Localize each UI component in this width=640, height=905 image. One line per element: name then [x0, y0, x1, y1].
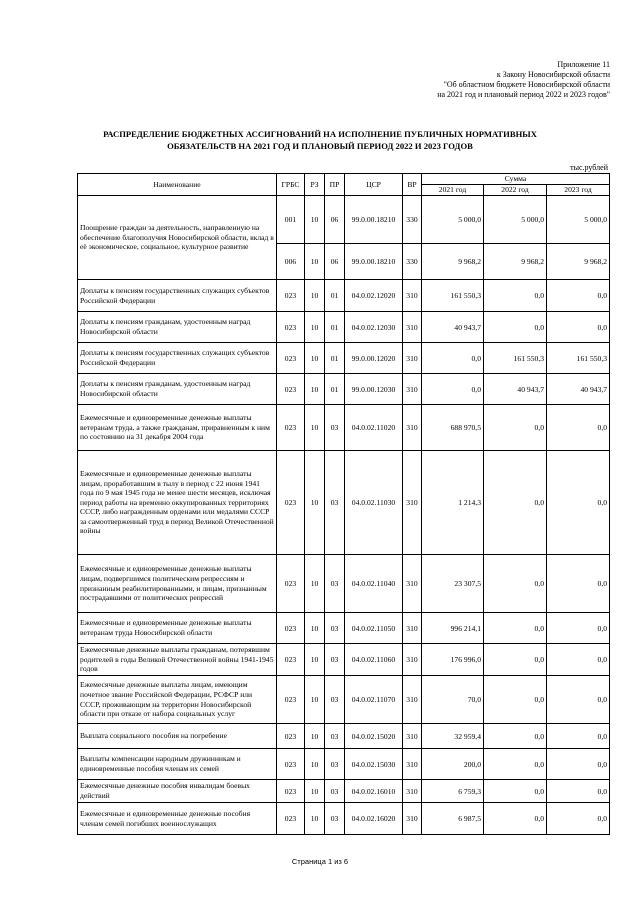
- cell-csr: 04.0.02.15030: [345, 749, 403, 780]
- header-2021: 2021 год: [422, 185, 484, 196]
- cell-csr: 99.0.00.12030: [345, 374, 403, 405]
- cell-2023: 0,0: [547, 451, 610, 555]
- cell-2021: 0,0: [422, 343, 484, 374]
- cell-pr: 03: [325, 613, 345, 644]
- title-line: ОБЯЗАТЕЛЬСТВ НА 2021 ГОД И ПЛАНОВЫЙ ПЕРИОД 2022 И 2023 ГОДОВ: [167, 141, 473, 151]
- row-name: Ежемесячные денежные выплаты лицам, имеющим почетное звание Российской Федерации, РСФСР или СССР, проживающим на территории Новосибирской области при отказе от набора социальных услуг: [78, 676, 277, 724]
- cell-2022: 40 943,7: [484, 374, 547, 405]
- appendix-line: к Закону Новосибирской области: [496, 70, 610, 79]
- cell-vr: 310: [403, 644, 422, 676]
- cell-pr: 03: [325, 780, 345, 803]
- cell-2023: 0,0: [547, 676, 610, 724]
- cell-vr: 310: [403, 749, 422, 780]
- cell-rz: 10: [305, 803, 325, 835]
- cell-2021: 5 000,0: [422, 196, 484, 244]
- row-name: Ежемесячные и единовременные денежные выплаты ветеранам труда, а также гражданам, приравненным к ним по состоянию на 31 декабря 2004 года: [78, 405, 277, 451]
- cell-2023: 5 000,0: [547, 196, 610, 244]
- table-row: [78, 312, 610, 343]
- cell-2023: 9 968,2: [547, 244, 610, 280]
- cell-pr: 06: [325, 244, 345, 280]
- cell-vr: 310: [403, 780, 422, 803]
- cell-2023: 0,0: [547, 803, 610, 835]
- cell-rz: 10: [305, 644, 325, 676]
- cell-csr: 04.0.02.11030: [345, 451, 403, 555]
- cell-2021: 0,0: [422, 374, 484, 405]
- row-name: Ежемесячные денежные выплаты гражданам, потерявшим родителей в годы Великой Отечественной войны 1941-1945 годов: [78, 644, 277, 676]
- table-body: [78, 196, 610, 835]
- cell-grbs: 023: [277, 613, 305, 644]
- cell-vr: 310: [403, 724, 422, 749]
- header-grbs: ГРБС: [277, 174, 305, 196]
- cell-2023: 40 943,7: [547, 374, 610, 405]
- appendix-block: [437, 60, 610, 100]
- header-rz: РЗ: [305, 174, 325, 196]
- cell-grbs: 023: [277, 280, 305, 312]
- cell-rz: 10: [305, 374, 325, 405]
- cell-grbs: 023: [277, 676, 305, 724]
- row-name: Доплаты к пенсиям гражданам, удостоенным наград Новосибирской области: [78, 312, 277, 343]
- cell-rz: 10: [305, 451, 325, 555]
- cell-vr: 310: [403, 451, 422, 555]
- cell-vr: 310: [403, 405, 422, 451]
- cell-2021: 176 996,0: [422, 644, 484, 676]
- cell-2022: 161 550,3: [484, 343, 547, 374]
- cell-rz: 10: [305, 780, 325, 803]
- cell-rz: 10: [305, 244, 325, 280]
- table-row: [78, 724, 610, 749]
- cell-2022: 0,0: [484, 451, 547, 555]
- cell-rz: 10: [305, 280, 325, 312]
- cell-2022: 0,0: [484, 724, 547, 749]
- cell-csr: 04.0.02.11020: [345, 405, 403, 451]
- cell-2022: 0,0: [484, 644, 547, 676]
- table-row: [78, 676, 610, 724]
- table-row: [78, 644, 610, 676]
- row-name: Ежемесячные денежные пособия инвалидам боевых действий: [78, 780, 277, 803]
- cell-pr: 03: [325, 749, 345, 780]
- header-sum: Сумма: [422, 174, 610, 185]
- cell-pr: 03: [325, 451, 345, 555]
- row-name: Доплаты к пенсиям гражданам, удостоенным наград Новосибирской области: [78, 374, 277, 405]
- cell-csr: 04.0.02.11060: [345, 644, 403, 676]
- cell-grbs: 023: [277, 312, 305, 343]
- header-vr: ВР: [403, 174, 422, 196]
- cell-vr: 310: [403, 312, 422, 343]
- table-row: [78, 196, 610, 244]
- cell-2021: 70,0: [422, 676, 484, 724]
- cell-vr: 310: [403, 280, 422, 312]
- cell-2023: 0,0: [547, 312, 610, 343]
- cell-csr: 04.0.02.12020: [345, 280, 403, 312]
- header-pr: ПР: [325, 174, 345, 196]
- header-2022: 2022 год: [484, 185, 547, 196]
- cell-rz: 10: [305, 343, 325, 374]
- units-label: тыс.рублей: [570, 163, 608, 172]
- cell-2023: 0,0: [547, 405, 610, 451]
- cell-grbs: 023: [277, 343, 305, 374]
- cell-pr: 01: [325, 374, 345, 405]
- cell-rz: 10: [305, 724, 325, 749]
- cell-csr: 04.0.02.15020: [345, 724, 403, 749]
- cell-2023: 0,0: [547, 749, 610, 780]
- cell-rz: 10: [305, 613, 325, 644]
- cell-2021: 6 987,5: [422, 803, 484, 835]
- cell-2022: 0,0: [484, 803, 547, 835]
- cell-2022: 0,0: [484, 780, 547, 803]
- cell-csr: 99.0.00.18210: [345, 196, 403, 244]
- cell-2023: 0,0: [547, 280, 610, 312]
- table-row: [78, 555, 610, 613]
- cell-pr: 03: [325, 724, 345, 749]
- row-name: Выплаты компенсации народным дружинникам и единовременные пособия членам их семей: [78, 749, 277, 780]
- table-row: [78, 405, 610, 451]
- row-name: Ежемесячные и единовременные денежные выплаты ветеранам труда Новосибирской области: [78, 613, 277, 644]
- cell-pr: 03: [325, 676, 345, 724]
- cell-pr: 06: [325, 196, 345, 244]
- cell-vr: 310: [403, 343, 422, 374]
- table-row: [78, 343, 610, 374]
- cell-grbs: 023: [277, 644, 305, 676]
- table-header: [78, 174, 610, 196]
- appendix-line: "Об областном бюджете Новосибирской области: [443, 80, 610, 89]
- cell-2022: 0,0: [484, 405, 547, 451]
- cell-2022: 0,0: [484, 749, 547, 780]
- cell-2023: 0,0: [547, 613, 610, 644]
- cell-2021: 9 968,2: [422, 244, 484, 280]
- cell-rz: 10: [305, 405, 325, 451]
- cell-vr: 330: [403, 244, 422, 280]
- cell-pr: 01: [325, 280, 345, 312]
- table-row: [78, 374, 610, 405]
- cell-2022: 0,0: [484, 280, 547, 312]
- cell-pr: 03: [325, 555, 345, 613]
- cell-rz: 10: [305, 749, 325, 780]
- cell-grbs: 006: [277, 244, 305, 280]
- row-name: Доплаты к пенсиям государственных служащих субъектов Российской Федерации: [78, 343, 277, 374]
- header-2023: 2023 год: [547, 185, 610, 196]
- cell-csr: 04.0.02.12030: [345, 312, 403, 343]
- cell-vr: 310: [403, 374, 422, 405]
- cell-rz: 10: [305, 196, 325, 244]
- cell-rz: 10: [305, 312, 325, 343]
- cell-2021: 161 550,3: [422, 280, 484, 312]
- header-csr: ЦСР: [345, 174, 403, 196]
- cell-pr: 03: [325, 803, 345, 835]
- cell-csr: 04.0.02.16010: [345, 780, 403, 803]
- cell-vr: 310: [403, 803, 422, 835]
- cell-rz: 10: [305, 676, 325, 724]
- cell-2022: 0,0: [484, 555, 547, 613]
- cell-grbs: 023: [277, 780, 305, 803]
- cell-2021: 32 959,4: [422, 724, 484, 749]
- cell-vr: 330: [403, 196, 422, 244]
- row-name: Ежемесячные и единовременные денежные пособия членам семей погибших военнослужащих: [78, 803, 277, 835]
- cell-csr: 04.0.02.16020: [345, 803, 403, 835]
- table-row: [78, 780, 610, 803]
- cell-rz: 10: [305, 555, 325, 613]
- table-row: [78, 280, 610, 312]
- cell-grbs: 023: [277, 451, 305, 555]
- table-row: [78, 749, 610, 780]
- cell-csr: 04.0.02.11040: [345, 555, 403, 613]
- row-name: Выплата социального пособия на погребение: [78, 724, 277, 749]
- cell-2021: 23 307,5: [422, 555, 484, 613]
- cell-2022: 0,0: [484, 312, 547, 343]
- appendix-line: Приложение 11: [557, 60, 610, 69]
- cell-grbs: 023: [277, 803, 305, 835]
- cell-2021: 688 970,5: [422, 405, 484, 451]
- cell-vr: 310: [403, 555, 422, 613]
- cell-grbs: 023: [277, 405, 305, 451]
- cell-2023: 0,0: [547, 644, 610, 676]
- cell-2021: 6 759,3: [422, 780, 484, 803]
- cell-vr: 310: [403, 613, 422, 644]
- title-line: РАСПРЕДЕЛЕНИЕ БЮДЖЕТНЫХ АССИГНОВАНИЙ НА ИСПОЛНЕНИЕ ПУБЛИЧНЫХ НОРМАТИВНЫХ: [103, 129, 537, 139]
- appendix-line: на 2021 год и плановый период 2022 и 2023 годов": [437, 90, 610, 99]
- document-title: [40, 128, 600, 152]
- cell-2021: 200,0: [422, 749, 484, 780]
- cell-grbs: 023: [277, 749, 305, 780]
- cell-csr: 04.0.02.11050: [345, 613, 403, 644]
- cell-2021: 40 943,7: [422, 312, 484, 343]
- cell-pr: 03: [325, 644, 345, 676]
- cell-vr: 310: [403, 676, 422, 724]
- cell-2023: 0,0: [547, 555, 610, 613]
- cell-2022: 5 000,0: [484, 196, 547, 244]
- page-footer: Страница 1 из 6: [291, 857, 349, 866]
- header-name: Наименование: [78, 174, 277, 196]
- cell-pr: 01: [325, 343, 345, 374]
- row-name: Ежемесячные и единовременные денежные выплаты лицам, проработавшим в тылу в период с 22 июня 1941 года по 9 мая 1945 года не менее шести месяцев, исключая период работы на временно оккупированных территориях СССР, либо награжденным орденами или медалями СССР за самоотверженный труд в период Великой Отечественной войны: [78, 451, 277, 555]
- cell-2021: 996 214,1: [422, 613, 484, 644]
- cell-grbs: 001: [277, 196, 305, 244]
- budget-table: [77, 173, 610, 835]
- cell-2021: 1 214,3: [422, 451, 484, 555]
- cell-grbs: 023: [277, 724, 305, 749]
- cell-2023: 0,0: [547, 724, 610, 749]
- cell-csr: 99.0.00.18210: [345, 244, 403, 280]
- table-row: [78, 803, 610, 835]
- cell-2023: 0,0: [547, 780, 610, 803]
- cell-pr: 03: [325, 405, 345, 451]
- cell-grbs: 023: [277, 374, 305, 405]
- row-name: Ежемесячные и единовременные денежные выплаты лицам, подвергшимся политическим репрессиям и признанным реабилитированными, и лицам, признанным пострадавшими от политических репрессий: [78, 555, 277, 613]
- cell-2023: 161 550,3: [547, 343, 610, 374]
- cell-2022: 0,0: [484, 676, 547, 724]
- table-row: [78, 451, 610, 555]
- cell-2022: 9 968,2: [484, 244, 547, 280]
- cell-pr: 01: [325, 312, 345, 343]
- cell-csr: 04.0.02.11070: [345, 676, 403, 724]
- table-row: [78, 613, 610, 644]
- row-name: Доплаты к пенсиям государственных служащих субъектов Российской Федерации: [78, 280, 277, 312]
- cell-grbs: 023: [277, 555, 305, 613]
- cell-2022: 0,0: [484, 613, 547, 644]
- row-name: Поощрение граждан за деятельность, направленную на обеспечение благополучия Новосибирской области, вклад в её экономическое, социальное, культурное развитие: [78, 196, 277, 280]
- cell-csr: 99.0.00.12020: [345, 343, 403, 374]
